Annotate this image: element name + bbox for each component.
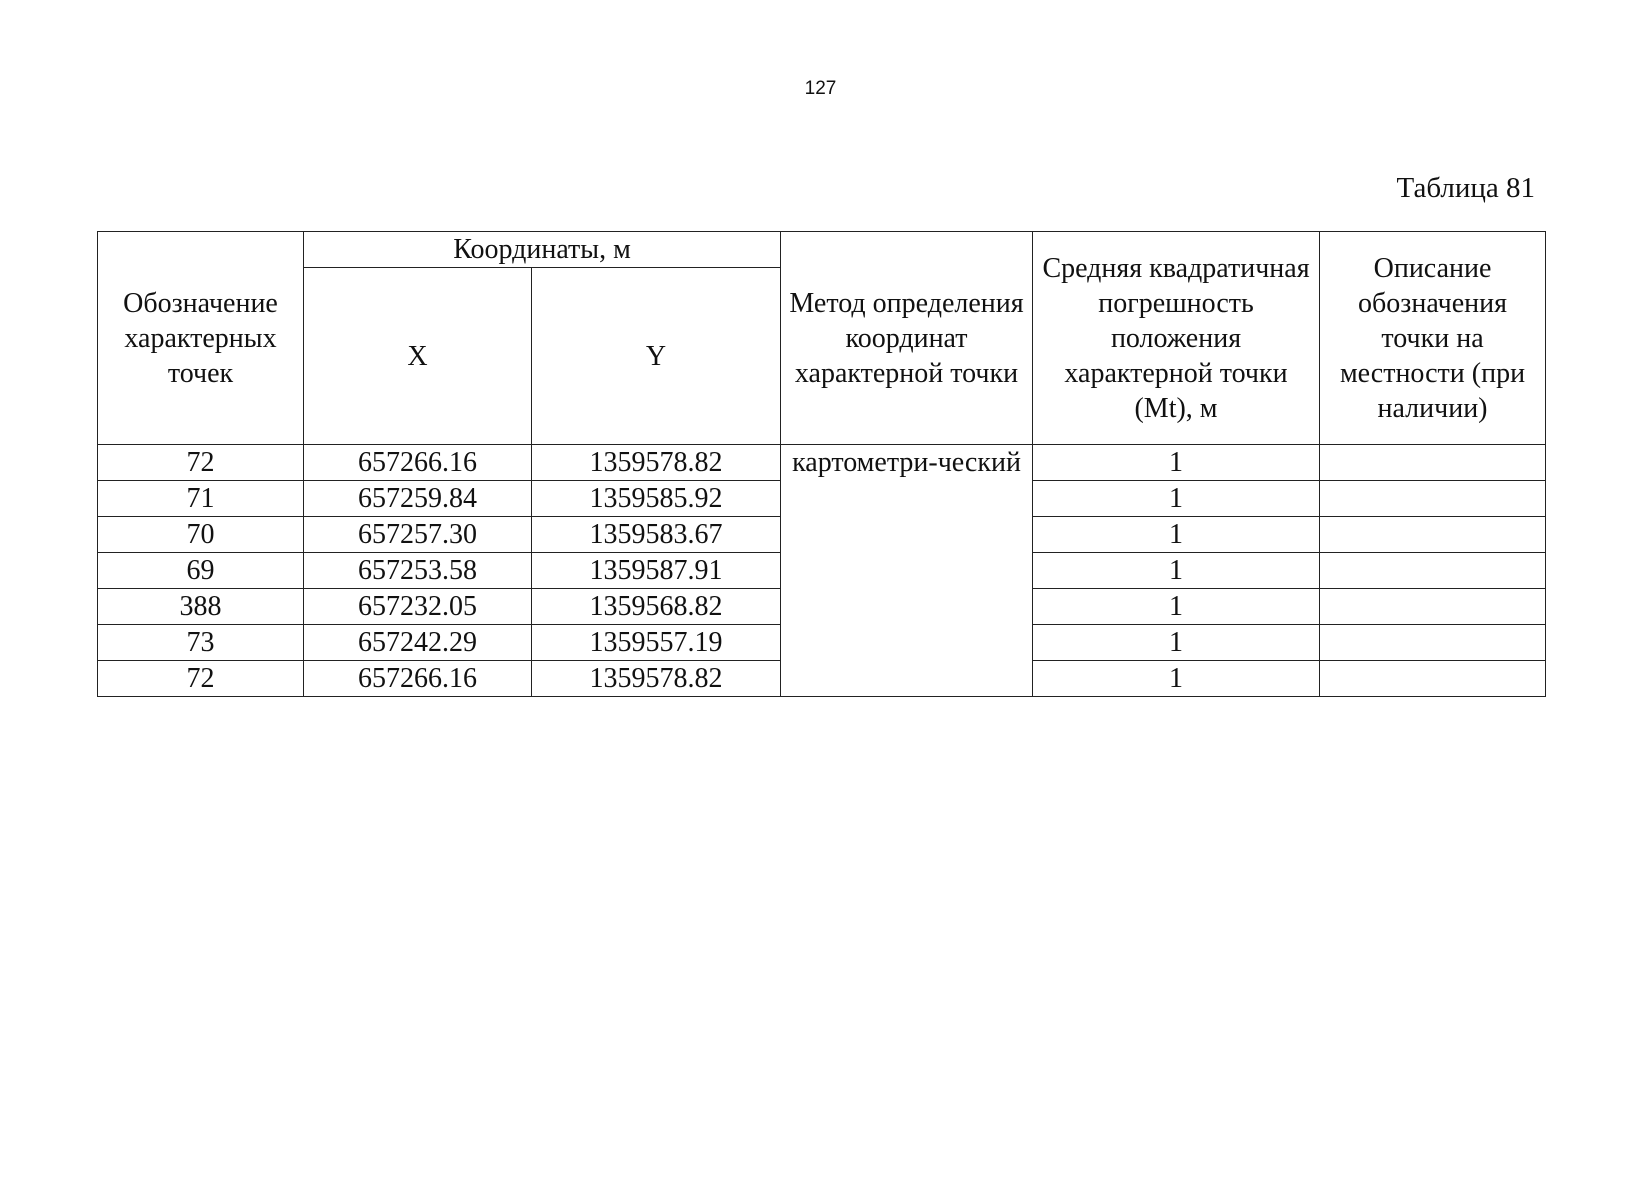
cell-x: 657253.58 (304, 553, 532, 589)
cell-description (1320, 481, 1546, 517)
cell-mt: 1 (1033, 553, 1320, 589)
cell-point-id: 69 (98, 553, 304, 589)
cell-mt: 1 (1033, 517, 1320, 553)
table-header (98, 232, 1546, 445)
cell-point-id: 70 (98, 517, 304, 553)
cell-point-id: 71 (98, 481, 304, 517)
page-number: 127 (804, 78, 837, 99)
cell-description (1320, 553, 1546, 589)
cell-mt: 1 (1033, 661, 1320, 697)
header-description: Описание обозначения точки на местности (при наличии) (1320, 232, 1546, 445)
cell-description (1320, 445, 1546, 481)
cell-description (1320, 661, 1546, 697)
header-y: Y (532, 268, 781, 445)
cell-method: картометри-ческий (781, 445, 1033, 697)
header-error: Средняя квадратичная погрешность положения характерной точки (Mt), м (1033, 232, 1320, 445)
cell-mt: 1 (1033, 625, 1320, 661)
cell-x: 657257.30 (304, 517, 532, 553)
cell-x: 657266.16 (304, 445, 532, 481)
cell-description (1320, 625, 1546, 661)
coordinates-table (97, 231, 1546, 697)
cell-point-id: 72 (98, 661, 304, 697)
cell-description (1320, 517, 1546, 553)
table-body (98, 445, 1546, 697)
cell-y: 1359568.82 (532, 589, 781, 625)
cell-y: 1359587.91 (532, 553, 781, 589)
table-row (98, 445, 1546, 481)
cell-mt: 1 (1033, 589, 1320, 625)
cell-point-id: 72 (98, 445, 304, 481)
cell-description (1320, 589, 1546, 625)
header-method: Метод определения координат характерной точки (781, 232, 1033, 445)
cell-y: 1359578.82 (532, 445, 781, 481)
cell-x: 657242.29 (304, 625, 532, 661)
header-point-id: Обозначение характерных точек (98, 232, 304, 445)
cell-point-id: 73 (98, 625, 304, 661)
cell-point-id: 388 (98, 589, 304, 625)
cell-y: 1359583.67 (532, 517, 781, 553)
table-caption: Таблица 81 (1396, 172, 1535, 204)
cell-y: 1359578.82 (532, 661, 781, 697)
cell-x: 657259.84 (304, 481, 532, 517)
header-x: X (304, 268, 532, 445)
cell-x: 657232.05 (304, 589, 532, 625)
cell-mt: 1 (1033, 445, 1320, 481)
cell-y: 1359557.19 (532, 625, 781, 661)
cell-mt: 1 (1033, 481, 1320, 517)
cell-y: 1359585.92 (532, 481, 781, 517)
header-coordinates: Координаты, м (304, 232, 781, 268)
cell-x: 657266.16 (304, 661, 532, 697)
